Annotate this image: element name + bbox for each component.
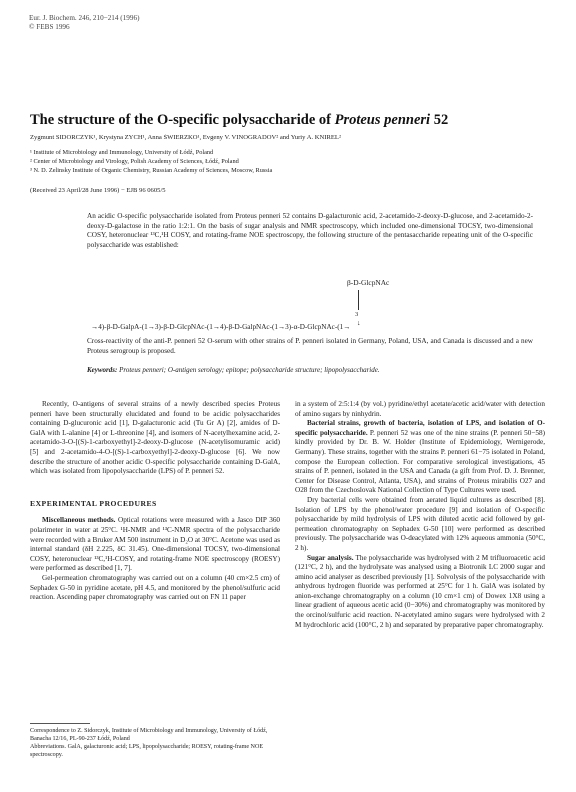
branch-arrow-icon: ↓	[357, 319, 361, 327]
abbreviations-note: Abbreviations. GalA, galacturonic acid; LPS, lipopolysaccharide; ROESY, rotating-frame NOE spectroscopy.	[30, 744, 264, 758]
copyright-line: © FEBS 1996	[29, 23, 70, 31]
methods-paragraph	[30, 516, 280, 574]
title-strain: 52	[430, 112, 449, 128]
affiliation-1: ¹ Institute of Microbiology and Immunology, University of Łódź, Poland	[30, 149, 214, 156]
cross-reactivity-text: Cross-reactivity of the anti-P. penneri 52 O-serum with other strains of P. penneri isolated in Germany, Poland, USA, and Canada is discussed and a new Proteus serogroup is proposed.	[87, 337, 533, 355]
sugar-text: The polysaccharide was hydrolysed with 2 M trifluoroacetic acid (121°C, 2 h), and the hydrolysate was analysed using a Biotronik LC 2000 sugar and amino acid analyser as described previously [1]. Solvolysis of the polysaccharide with anhydrous hydrogen fluoride was performed at 25°C for 1 h. GalA was isolated by anion-exchange chromatography on a column (10 cm×1 cm) of Dowex 1X8 using a linear gradient of aqueous acetic acid (0−30%) and chromatography was monitored by the orcinol/sulfuric acid reaction. N-acetylated amino sugars were hydrolysed with 2 M hydrochloric acid (100°C, 2 h) and separated by preparative paper chromatography.	[295, 553, 545, 629]
sugar-paragraph	[295, 554, 545, 631]
intro-paragraph: Recently, O-antigens of several strains of a newly described species Proteus penneri have been structurally elucidated and found to be acidic polysaccharides containing D-glucuronic acid [1], D-galacturonic acid (Tu Gr A) [2], amides of D-GalA with L-alanine [4] or L-threonine [4], and isomers of N-acetylhexamine acid, 2-acetamido-3-O-[(S)-1-carboxyethyl]-2-deoxy-D-glucose (N-acetylisomuramic acid) [5] and 2-acetamido-4-O-[(S)-1-carboxyethyl]-2-deoxy-D-glucose [6]. We now describe the structure of another acidic O-specific polysaccharide containing D-GalA, which was isolated from lipopolysaccharide (LPS) of P. penneri 52.	[30, 400, 280, 476]
strains-text: P. penneri 52 was one of the nine strains (P. penneri 50−58) kindly provided by Dr. B. W. Holder (Institute of Epidemiology, Wernigerode, Germany). These strains, together with the strains P. penneri 61−75 isolated in Poland, compose the European collection. For comparative serological investigations, 45 strains of P. penneri, isolated in the USA and Canada (a gift from Prof. D. J. Brenner, Center for Disease Control, Atlanta, USA), and strains of Proteus mirabilis O27 and O28 from the Czechoslovak National Collection of Type Cultures were used.	[295, 428, 546, 495]
gpc-paragraph: Gel-permeation chromatography was carried out on a column (40 cm×2.5 cm) of Sephadex G-50 in pyridine acetate, pH 4.5, and monitored by the phenol/sulfuric acid reaction. Ascending paper chromatography was carried out on FN 11 paper	[30, 573, 280, 602]
strains-runin: Bacterial strains, growth of bacteria, isolation of LPS, and isolation of O-specific polysaccharide.	[295, 419, 545, 437]
journal-citation: Eur. J. Biochem. 246, 210−214 (1996)	[29, 14, 140, 22]
footnotes	[30, 727, 280, 759]
author-list: Zygmunt SIDORCZYK¹, Krystyna ZYCH¹, Anna ŚWIERZKO¹, Evgeny V. VINOGRADOV² and Yuriy A. KNIREL²	[30, 134, 341, 141]
methods-runin: Miscellaneous methods.	[42, 516, 116, 525]
continued-paragraph: in a system of 2:5:1:4 (by vol.) pyridine/ethyl acetate/acetic acid/water with detection of amino sugars by ninhydrin.	[295, 400, 545, 418]
strains-paragraph	[295, 419, 545, 496]
left-column	[30, 400, 280, 603]
title-main: The structure of the O-specific polysaccharide of	[30, 112, 335, 128]
footnote-divider	[30, 723, 90, 724]
article-title	[30, 112, 550, 129]
affiliation-3: ³ N. D. Zelinsky Institute of Organic Chemistry, Russian Academy of Sciences, Moscow, Russia	[30, 167, 273, 174]
keywords-list: ; O-antigen serology; epitope; polysaccharide structure; lipopolysaccharide.	[163, 366, 380, 374]
affiliation-2: ² Center of Microbiology and Virology, Polish Academy of Sciences, Łódź, Poland	[30, 158, 239, 165]
dry-cells-paragraph: Dry bacterial cells were obtained from aerated liquid cultures as described [8]. Isolation of LPS by the phenol/water procedure [9] and isolation of O-specific polysaccharide by mild hydrolysis of LPS with diluted acetic acid followed by gel-permeation chromatography on Sephadex G-50 [10] were performed as described previously. The polysaccharide was O-deacylated with 12% aqueous ammonia (50°C, 2 h).	[295, 495, 545, 552]
running-header	[29, 14, 139, 32]
keywords-label: Keywords:	[87, 366, 120, 374]
received-dates: (Received 23 April/28 June 1996) − EJB 96 0605/5	[30, 187, 166, 194]
methods-text: Optical rotations were measured with a Jasco DIP 360 polarimeter in water at 25°C. ¹H-NMR and ¹³C-NMR spectra of the polysaccharide were recorded with a Bruker AM 500 instrument in D₂O at 30°C. Acetone was used as internal standard (δH 2.225, δC 31.45). One-dimensional TOCSY, two-dimensional COSY, heteronuclear ¹³C,¹H-COSY, and rotating-frame NOE spectroscopy (ROESY) were performed as described [1, 7].	[30, 516, 281, 573]
keywords-line	[87, 366, 533, 374]
branch-position: 3	[355, 311, 359, 318]
affiliations	[30, 148, 530, 175]
keywords-species: Proteus penneri	[119, 366, 164, 374]
abstract-text: An acidic O-specific polysaccharide isolated from Proteus penneri 52 contains D-galacturonic acid, 2-acetamido-2-deoxy-D-glucose, and 2-acetamido-2-deoxy-D-galactose in the ratio 1:2:1. On the basis of sugar analysis and NMR spectroscopy, which included one-dimensional TOCSY, two-dimensional COSY, heteronuclear ¹³C,¹H COSY, and rotating-frame NOE spectroscopy, the following structure of the pentasaccharide repeating unit of the O-specific polysaccharide was established:	[87, 212, 533, 249]
right-column	[295, 400, 545, 630]
backbone-chain: →4)-β-D-GalpA-(1→3)-β-D-GlcpNAc-(1→4)-β-D-GalpNAc-(1→3)-α-D-GlcpNAc-(1→	[91, 323, 351, 331]
section-heading: EXPERIMENTAL PROCEDURES	[30, 498, 157, 508]
title-species: Proteus penneri	[334, 112, 431, 128]
branch-bond-line	[358, 290, 359, 310]
correspondence-note: Correspondence to Z. Sidorczyk, Institute of Microbiology and Immunology, University of Łódź, Banacha 12/16, PL-90-237 Łódź, Poland	[30, 728, 268, 742]
sugar-runin: Sugar analysis.	[307, 553, 354, 562]
branch-sugar: β-D-GlcpNAc	[347, 278, 390, 287]
